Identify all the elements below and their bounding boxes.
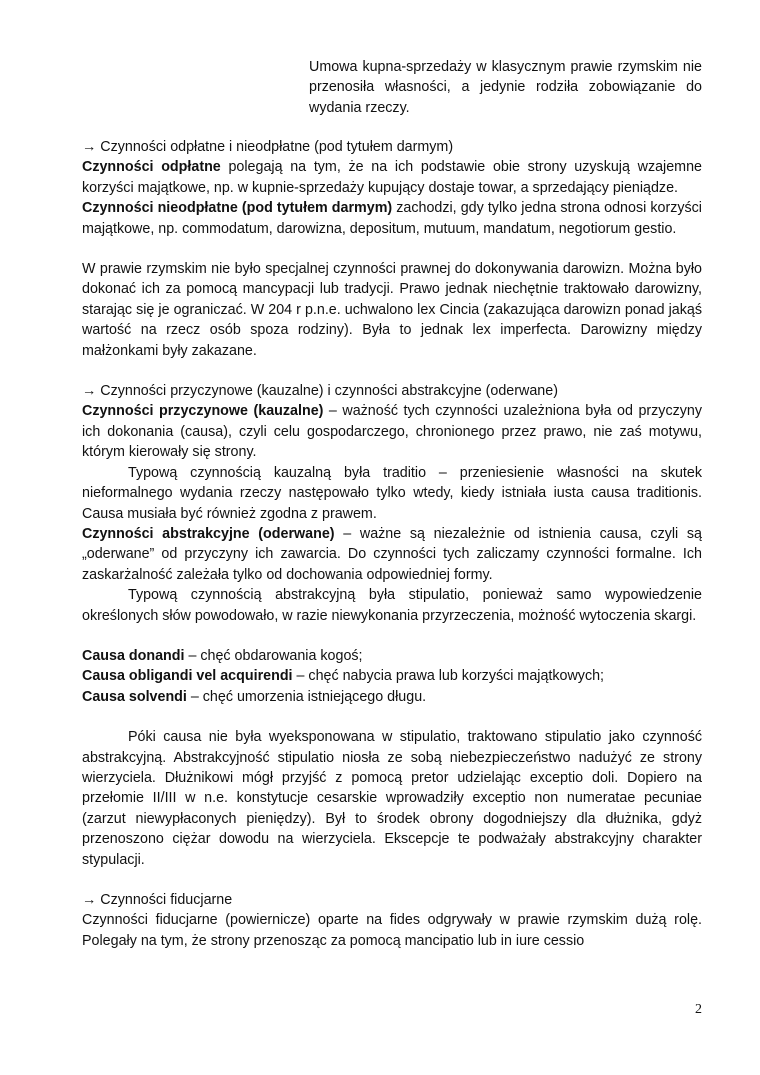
side-note-text: Umowa kupna-sprzedaży w klasycznym prawie rzymskim nie przenosiła własności, a jedynie rodziła zobowiązanie do wydania rzeczy.	[309, 59, 702, 116]
causa-obligandi	[82, 666, 702, 686]
causa-text: – chęć umorzenia istniejącego długu.	[186, 688, 427, 705]
term-causa-donandi: Causa donandi	[82, 647, 185, 664]
paragraph-exceptio: Póki causa nie była wyeksponowana w stipulatio, traktowano stipulatio jako czynność abstrakcyjną. Abstrakcyjność stipulatio niosła ze sobą niebezpieczeństwo nadużyć ze strony wierzyciela. Dłużnikowi mógł przyjść z pomocą pretor udzielając exceptio doli. Dopiero na przełomie II/III w n.e. konstytucje cesarskie wprowadziły exceptio non numeratae pecuniae (zarzut niewypłaconych pieniędzy). Był to środek obrony dogodniejszy dla dłużnika, gdyż przenoszono ciężar dowodu na wierzyciela. Ekscepcje te podważały abstrakcyjny charakter stypulacji.	[82, 729, 702, 868]
paragraph-stipulatio: Typową czynnością abstrakcyjną była stipulatio, ponieważ samo wypowiedzenie określonych słów powodowało, w razie niewykonania przyrzeczenia, możność wytoczenia skargi.	[82, 587, 702, 624]
paragraph-gap	[82, 707, 702, 727]
paragraph-fiducjarne: Czynności fiducjarne (powiernicze) oparte na fides odgrywały w prawie rzymskim dużą rolę. Polegały na tym, że strony przenosząc za pomocą mancipatio lub in iure cessio	[82, 912, 702, 949]
paragraph-traditio: Typową czynnością kauzalną była traditio – przeniesienie własności na skutek nieformalnego wydania rzeczy następowało tylko wtedy, kiedy istniała iusta causa traditionis. Causa musiała być również zgodna z prawem.	[82, 464, 702, 522]
term-odplatne: Czynności odpłatne	[82, 159, 221, 176]
paragraph-gap	[82, 361, 702, 381]
paragraph-text: zachodzi, gdy tylko jedna strona odnosi korzyści majątkowe, np. commodatum, darowizna, depositum, mutuum, mandatum, negotiorum gestio.	[82, 200, 702, 237]
causa-solvendi	[82, 687, 702, 707]
paragraph-abstrakcyjne	[82, 524, 702, 585]
causa-text: – chęć nabycia prawa lub korzyści majątkowych;	[292, 668, 605, 685]
page-number: 2	[695, 1002, 702, 1017]
causa-donandi	[82, 646, 702, 666]
paragraph-gap	[82, 626, 702, 646]
paragraph-text: – ważne są niezależnie od istnienia causa, czyli są „oderwane” od przyczyny ich zawarcia. Do czynności tych zaliczamy czynności formalne. Ich zaskarżalność zależała tylko od dochowania odpowiedniej formy.	[82, 525, 703, 583]
causa-text: – chęć obdarowania kogoś;	[184, 647, 363, 664]
paragraph-text: – ważność tych czynności uzależniona była od przyczyny ich dokonania (causa), czyli celu gospodarczego, chronionego przez prawo, nie zaś motywu, którym kierowały się strony.	[82, 403, 702, 461]
term-nieodplatne: Czynności nieodpłatne (pod tytułem darmym)	[82, 200, 393, 217]
section-heading-fiducjarne: → Czynności fiducjarne	[82, 892, 233, 908]
term-causa-solvendi: Causa solvendi	[82, 688, 187, 705]
term-causa-obligandi: Causa obligandi vel acquirendi	[82, 668, 293, 685]
term-abstrakcyjne: Czynności abstrakcyjne (oderwane)	[82, 525, 335, 542]
document-body	[82, 137, 702, 951]
paragraph-gap	[82, 239, 702, 259]
paragraph-darowizny: W prawie rzymskim nie było specjalnej czynności prawnej do dokonywania darowizn. Można było dokonać ich za pomocą mancypacji lub tradycji. Prawo jednak niechętnie traktowało darowizny, starając się je ograniczać. W 204 r p.n.e. uchwalono lex Cincia (zakazująca darowizn ponad jakąś wartość na rzecz osób spoza rodziny). Była to jednak lex imperfecta. Darowizny między małżonkami były zakazane.	[82, 261, 702, 359]
paragraph-gap	[82, 870, 702, 890]
paragraph-przyczynowe	[82, 401, 702, 462]
paragraph-text: polegają na tym, że na ich podstawie obie strony uzyskują wzajemne korzyści majątkowe, np. w kupnie-sprzedaży kupujący dostaje towar, a sprzedający pieniądze.	[82, 159, 702, 196]
section-heading-przyczynowe: → Czynności przyczynowe (kauzalne) i czynności abstrakcyjne (oderwane)	[82, 383, 558, 400]
paragraph-nieodplatne	[82, 198, 702, 239]
term-przyczynowe: Czynności przyczynowe (kauzalne)	[82, 403, 324, 420]
paragraph-odplatne	[82, 157, 702, 198]
side-note	[309, 57, 702, 118]
section-heading-odplatne: → Czynności odpłatne i nieodpłatne (pod tytułem darmym)	[82, 139, 454, 155]
